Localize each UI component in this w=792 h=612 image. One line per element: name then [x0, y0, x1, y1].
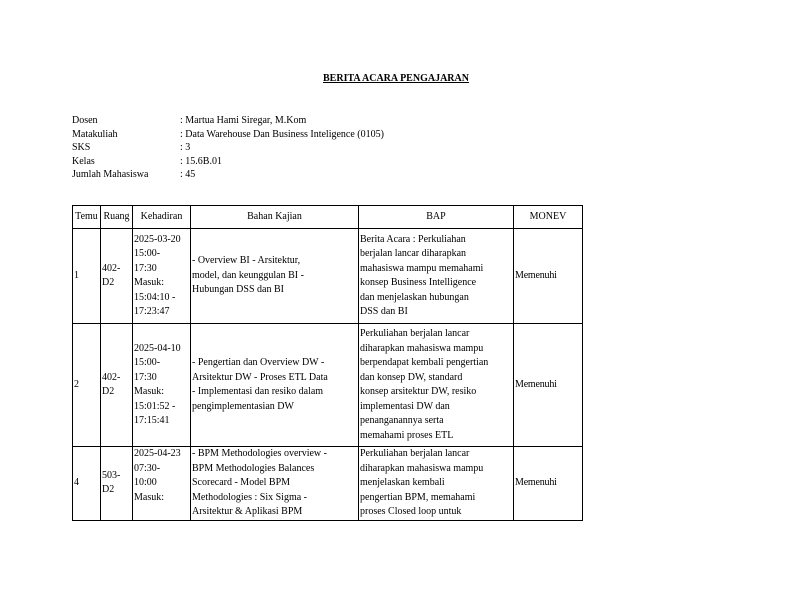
cell-ruang: 402- D2	[101, 324, 133, 447]
info-value: : 15.6B.01	[180, 155, 222, 167]
header-bap: BAP	[359, 206, 514, 229]
cell-bap: Perkuliahan berjalan lancar diharapkan mahasiswa mampu menjelaskan kembali pengertian BPM, memahami proses Closed loop untuk	[359, 447, 514, 521]
cell-monev: Memenuhi	[514, 447, 583, 521]
header-kehadiran: Kehadiran	[133, 206, 191, 229]
cell-ruang: 402- D2	[101, 229, 133, 324]
cell-ruang: 503- D2	[101, 447, 133, 521]
header-monev: MONEV	[514, 206, 583, 229]
cell-temu: 4	[73, 447, 101, 521]
info-label: SKS	[72, 142, 91, 153]
info-row-sks	[72, 141, 384, 155]
cell-temu: 2	[73, 324, 101, 447]
info-value: : Martua Hami Siregar, M.Kom	[180, 115, 307, 126]
info-row-dosen	[72, 114, 384, 128]
info-row-kelas	[72, 155, 384, 169]
cell-bahan-kajian: - BPM Methodologies overview - BPM Methodologies Balances Scorecard - Model BPM Methodologies : Six Sigma - Arsitektur & Aplikasi BPM	[191, 447, 359, 521]
info-label: Dosen	[72, 115, 98, 126]
cell-bahan-kajian: - Overview BI - Arsitektur, model, dan keunggulan BI - Hubungan DSS dan BI	[191, 229, 359, 324]
teaching-log-table	[72, 205, 583, 521]
info-value: : 45	[180, 169, 196, 180]
info-row-jumlah-mahasiswa	[72, 168, 384, 182]
cell-monev: Memenuhi	[514, 229, 583, 324]
header-temu: Temu	[73, 206, 101, 229]
info-value: : 3	[180, 142, 191, 153]
cell-bap: Perkuliahan berjalan lancar diharapkan mahasiswa mampu berpendapat kembali pengertian dan konsep DW, standard konsep arsitektur DW, resiko implementasi DW dan penanganannya serta memahami proses ETL	[359, 324, 514, 447]
table-row	[73, 229, 583, 324]
header-bahan-kajian: Bahan Kajian	[191, 206, 359, 229]
header-ruang: Ruang	[101, 206, 133, 229]
cell-monev: Memenuhi	[514, 324, 583, 447]
info-label: Matakuliah	[72, 128, 118, 140]
info-value: : Data Warehouse Dan Business Inteligence (0105)	[180, 128, 384, 140]
cell-bap: Berita Acara : Perkuliahan berjalan lancar diharapkan mahasiswa mampu memahami konsep Business Intelligence dan menjelaskan hubungan DSS dan BI	[359, 229, 514, 324]
cell-temu: 1	[73, 229, 101, 324]
cell-kehadiran: 2025-03-20 15:00- 17:30 Masuk: 15:04:10 - 17:23:47	[133, 229, 191, 324]
info-label: Jumlah Mahasiswa	[72, 169, 149, 180]
table-row	[73, 324, 583, 447]
document-title: BERITA ACARA PENGAJARAN	[323, 73, 469, 84]
cell-kehadiran: 2025-04-23 07:30- 10:00 Masuk:	[133, 447, 191, 521]
course-info	[72, 114, 384, 182]
table-row	[73, 447, 583, 521]
info-row-matakuliah	[72, 128, 384, 142]
info-label: Kelas	[72, 155, 95, 167]
table-header-row	[73, 206, 583, 229]
cell-kehadiran: 2025-04-10 15:00- 17:30 Masuk: 15:01:52 - 17:15:41	[133, 324, 191, 447]
cell-bahan-kajian: - Pengertian dan Overview DW - Arsitektur DW - Proses ETL Data - Implementasi dan resiko dalam pengimplementasian DW	[191, 324, 359, 447]
